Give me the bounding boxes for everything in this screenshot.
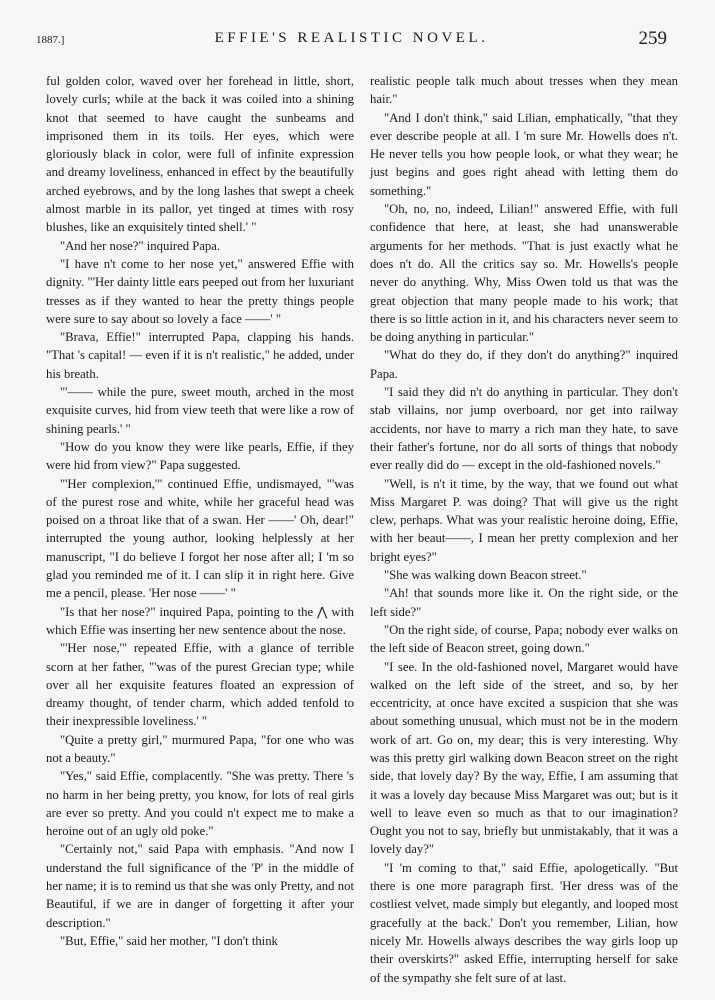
paragraph: "Yes," said Effie, complacently. "She was pretty. There 's no harm in her being pretty, you know, for lots of real girls are ever so pretty. And you could n't expect me to make a heroine out of an ugly old poke." — [46, 769, 354, 839]
page-number: 259 — [638, 28, 667, 49]
running-header — [36, 28, 667, 52]
paragraph: "'—— while the pure, sweet mouth, arched in the most exquisite curves, hid from view teeth that were like a row of shining pearls.' " — [46, 385, 354, 436]
header-title: EFFIE'S REALISTIC NOVEL. — [214, 30, 489, 46]
left-column — [46, 72, 354, 950]
paragraph: "Brava, Effie!" interrupted Papa, clapping his hands. "That 's capital! — even if it is n't realistic," he added, under his breath. — [46, 330, 354, 381]
paragraph: "Certainly not," said Papa with emphasis. "And now I understand the full significance of the 'P' in the middle of her name; it is to remind us that she was only Pretty, and not Beautiful, if we are in danger of forgetting it after your description." — [46, 842, 354, 930]
paragraph: "'Her complexion,'" continued Effie, undismayed, "'was of the purest rose and white, while her graceful head was poised on a throat like that of a swan. Her ——' Oh, dear!" interrupted the young author, looking helplessly at her manuscript, "I do believe I forgot her nose after all; I 'm so glad you reminded me of it. I can slip it in right here. Give me a pencil, please. 'Her nose ——' " — [46, 476, 354, 601]
paragraph: "What do they do, if they don't do anything?" inquired Papa. — [370, 348, 678, 381]
paragraph: "Well, is n't it time, by the way, that we found out what Miss Margaret P. was doing? That will give us the right clew, perhaps. What was your realistic heroine doing, Effie, with her beaut——, I mean her pretty complexion and her bright eyes?" — [370, 476, 678, 564]
paragraph: "Oh, no, no, indeed, Lilian!" answered Effie, with full confidence that here, at least, she had unanswerable arguments for her methods. "That is just exactly what he does n't do. All the critics say so. Mr. Howells's people never do anything. Why, Miss Owen told us that was the great objection that many people made to his work; that there is so little action in it, and his characters never seem to be doing anything in particular." — [370, 202, 678, 345]
paragraph: "How do you know they were like pearls, Effie, if they were hid from view?" Papa suggested. — [46, 439, 354, 473]
paragraph: "I 'm coming to that," said Effie, apologetically. "But there is one more paragraph first. 'Her dress was of the costliest velvet, made simply but elegantly, and looped most gracefully at the back.' Don't you remember, Lilian, how nicely Mr. Howells always describes the way girls loop up their overskirts?" asked Effie, interrupting herself for sake of the sympathy she felt sure of at last. — [370, 860, 678, 985]
paragraph: "'Her nose,'" repeated Effie, with a glance of terrible scorn at her father, "'was of the purest Grecian type; while over all her exquisite features floated an expression of dreamy thought, of tender charm, which added tenfold to their inexpressible loveliness.' " — [46, 641, 354, 729]
paragraph: "On the right side, of course, Papa; nobody ever walks on the left side of Beacon street, going down." — [370, 622, 678, 656]
paragraph: "And her nose?" inquired Papa. — [59, 238, 221, 253]
paragraph: "Quite a pretty girl," murmured Papa, "for one who was not a beauty." — [46, 732, 354, 765]
header-year: 1887.] — [36, 34, 65, 46]
paragraph: "And I don't think," said Lilian, emphatically, "that they ever describe people at all. I 'm sure Mr. Howells does n't. He never tells you how people look, or what they wear; he just begins and goes right ahead with letting them do something." — [370, 110, 678, 198]
paragraph: "I have n't come to her nose yet," answered Effie with dignity. "'Her dainty little ears peeped out from her luxuriant tresses as if they wanted to hear the pretty things people were sure to say about so lovely a face ——' " — [46, 256, 354, 326]
paragraph: "I said they did n't do anything in particular. They don't stab villains, nor jump overboard, nor get into railway accidents, nor have to marry a rich man they hate, to save their father's fortune, nor do all sorts of things that nobody ever really did do — except in the old-fashioned novels." — [370, 385, 678, 473]
paragraph: "Is that her nose?" inquired Papa, pointing to the ⋀ with which Effie was inserting her new sentence about the nose. — [46, 604, 354, 637]
paragraph: ful golden color, waved over her forehead in little, short, lovely curls; while at the back it was coiled into a shining knot that seemed to have caught the sunbeams and imprisoned them in its toils. Her eyes, which were gloriously black in color, were full of infinite expression and dreamy loveliness, enhanced in effect by the beautifully arched eyebrows, and by the long lashes that swept a cheek almost marble in its pallor, yet tinged at times with rosy blushes, like an exquisitely tinted shell.' " — [46, 74, 354, 235]
paragraph: "She was walking down Beacon street." — [383, 568, 587, 583]
right-column — [370, 72, 678, 987]
paragraph: "But, Effie," said her mother, "I don't think — [59, 933, 278, 948]
paragraph: realistic people talk much about tresses when they mean hair." — [370, 74, 678, 107]
paragraph: "Ah! that sounds more like it. On the right side, or the left side?" — [370, 586, 678, 619]
paragraph: "I see. In the old-fashioned novel, Margaret would have walked on the left side of the street, and so, by her eccentricity, at once have excited a suspicion that she was about something unusual, which must not be in the modern work of art. Go on, my dear; this is very interesting. Why was this pretty girl walking down Beacon street on the right side, that lovely day? By the way, Effie, I am assuming that it was a lovely day because Miss Margaret was out; but is it well to leave even so much as that to our imagination? Ought you not to say, briefly but unmistakably, that it was a lovely day?" — [370, 659, 678, 857]
